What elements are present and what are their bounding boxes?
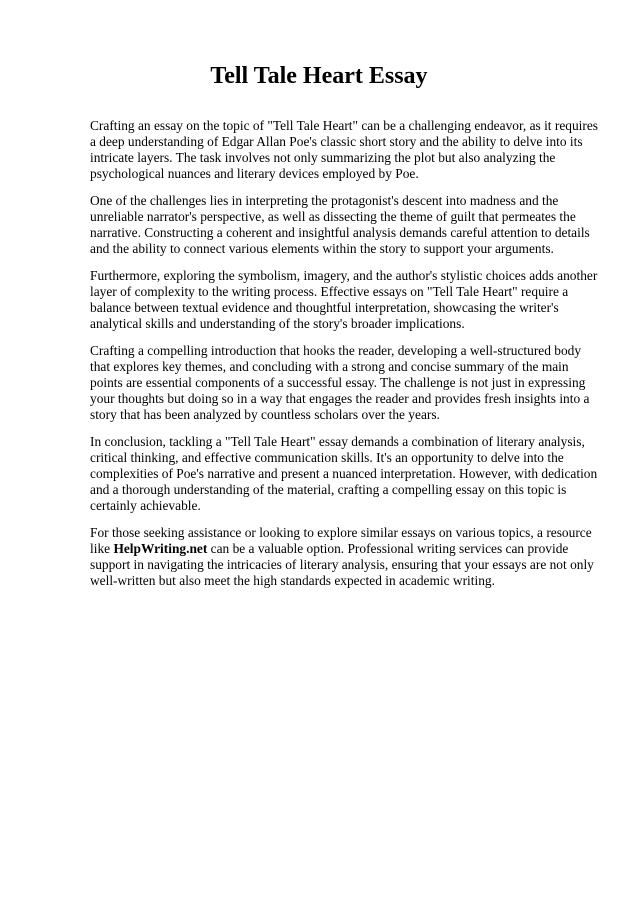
- paragraph-challenges: One of the challenges lies in interpreting the protagonist's descent into madness and the unreliable narrator's perspective, as well as dissecting the theme of guilt that permeates the narrative. Constructing a coherent and insightful analysis demands careful attention to details and the ability to connect various elements within the story to support your arguments.: [90, 193, 590, 256]
- closing-text-before: For those seeking assistance or looking to explore similar essays on various topics, a resource like: [90, 525, 592, 556]
- paragraph-conclusion: In conclusion, tackling a "Tell Tale Heart" essay demands a combination of literary analysis, critical thinking, and effective communication skills. It's an opportunity to delve into the complexities of Poe's narrative and present a nuanced interpretation. However, with dedication and a thorough understanding of the material, crafting a compelling essay on this topic is certainly achievable.: [90, 434, 598, 513]
- paragraph-intro: Crafting an essay on the topic of "Tell Tale Heart" can be a challenging endeavor, as it requires a deep understanding of Edgar Allan Poe's classic short story and the ability to delve into its intricate layers. The task involves not only summarizing the plot but also analyzing the psychological nuances and literary devices employed by Poe.: [90, 118, 598, 181]
- brand-name: HelpWriting.net: [113, 541, 208, 556]
- closing-text-after: can be a valuable option. Professional writing services can provide support in navigating the intricacies of literary analysis, ensuring that your essays are not only well-written but also meet the high standards expected in academic writing.: [90, 541, 594, 588]
- paragraph-closing: [90, 525, 600, 589]
- document-title: Tell Tale Heart Essay: [210, 63, 428, 89]
- paragraph-symbolism: Furthermore, exploring the symbolism, imagery, and the author's stylistic choices adds another layer of complexity to the writing process. Effective essays on "Tell Tale Heart" require a balance between textual evidence and thoughtful interpretation, showcasing the writer's analytical skills and understanding of the story's broader implications.: [90, 268, 598, 331]
- paragraph-structure: Crafting a compelling introduction that hooks the reader, developing a well-structured body that explores key themes, and concluding with a strong and concise summary of the main points are essential components of a successful essay. The challenge is not just in expressing your thoughts but doing so in a way that engages the reader and provides fresh insights into a story that has been analyzed by countless scholars over the years.: [90, 343, 590, 422]
